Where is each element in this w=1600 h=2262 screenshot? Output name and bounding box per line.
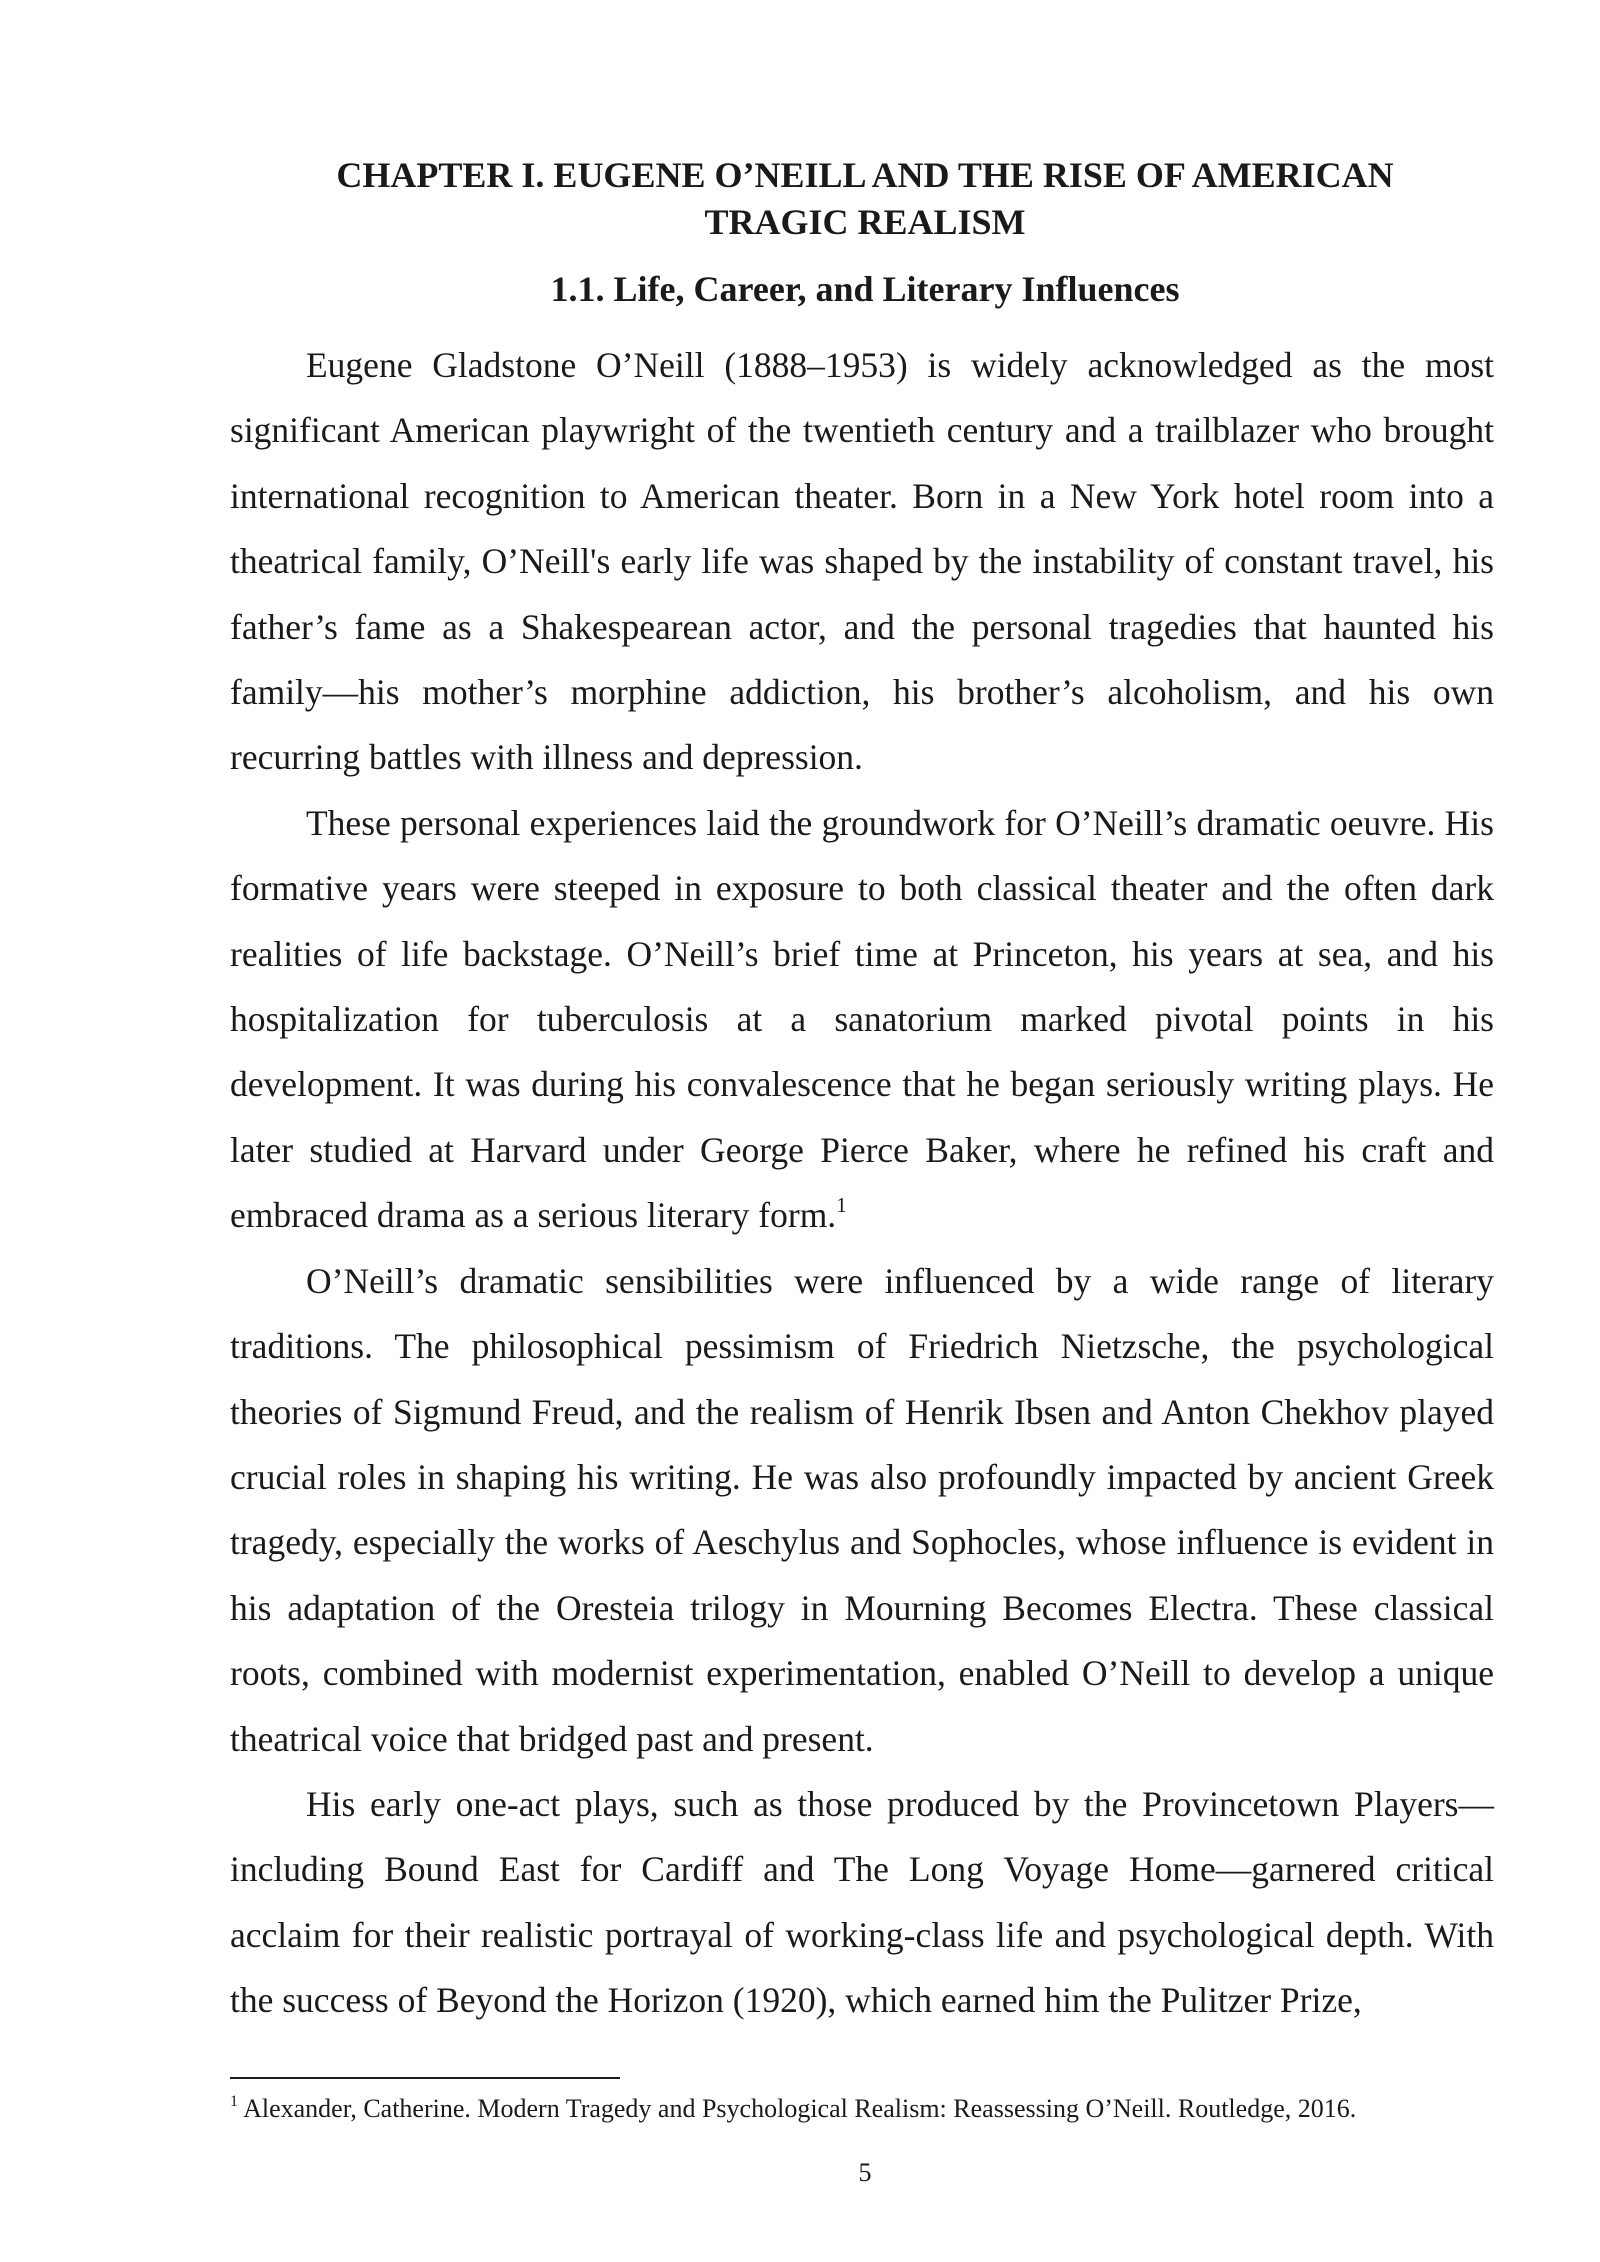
page-number: 5	[858, 2158, 872, 2187]
paragraph-3: O’Neill’s dramatic sensibilities were influenced by a wide range of literary traditions. The philosophical pessimism of Friedrich Nietzsche, the psychological theories of Sigmund Freud, and the realism of Henrik Ibsen and Anton Chekhov played crucial roles in shaping his writing. He was also profoundly impacted by ancient Greek tragedy, especially the works of Aeschylus and Sophocles, whose influence is evident in his adaptation of the Oresteia trilogy in Mourning Becomes Electra. These classical roots, combined with modernist experimentation, enabled O’Neill to develop a unique theatrical voice that bridged past and present.	[230, 1260, 1494, 1759]
footnote-separator	[230, 2077, 620, 2079]
body-text	[230, 333, 1494, 2034]
footnote-reference[interactable]: 1	[836, 1193, 847, 1218]
footnote-mark: 1	[230, 2093, 238, 2110]
footnote	[230, 2092, 1500, 2126]
section-title: 1.1. Life, Career, and Literary Influences	[550, 269, 1180, 309]
paragraph-2	[230, 791, 1494, 1249]
paragraph-2-text: These personal experiences laid the groundwork for O’Neill’s dramatic oeuvre. His formative years were steeped in exposure to both classical theater and the often dark realities of life backstage. O’Neill’s brief time at Princeton, his years at sea, and his hospitalization for tuberculosis at a sanatorium marked pivotal points in his development. It was during his convalescence that he began seriously writing plays. He later studied at Harvard under George Pierce Baker, where he refined his craft and embraced drama as a serious literary form.	[230, 802, 1494, 1236]
paragraph-4: His early one-act plays, such as those produced by the Provincetown Players—including Bound East for Cardiff and The Long Voyage Home—garnered critical acclaim for their realistic portrayal of working-class life and psychological depth. With the success of Beyond the Horizon (1920), which earned him the Pulitzer Prize,	[230, 1783, 1494, 2021]
footnote-text: Alexander, Catherine. Modern Tragedy and Psychological Realism: Reassessing O’Neill. Routledge, 2016.	[243, 2094, 1357, 2123]
chapter-title-line-2: TRAGIC REALISM	[704, 202, 1026, 242]
chapter-title	[230, 152, 1500, 246]
paragraph-1: Eugene Gladstone O’Neill (1888–1953) is widely acknowledged as the most significant American playwright of the twentieth century and a trailblazer who brought international recognition to American theater. Born in a New York hotel room into a theatrical family, O’Neill's early life was shaped by the instability of constant travel, his father’s fame as a Shakespearean actor, and the personal tragedies that haunted his family—his mother’s morphine addiction, his brother’s alcoholism, and his own recurring battles with illness and depression.	[230, 345, 1494, 778]
chapter-title-line-1: CHAPTER I. EUGENE O’NEILL AND THE RISE OF AMERICAN	[336, 155, 1394, 195]
